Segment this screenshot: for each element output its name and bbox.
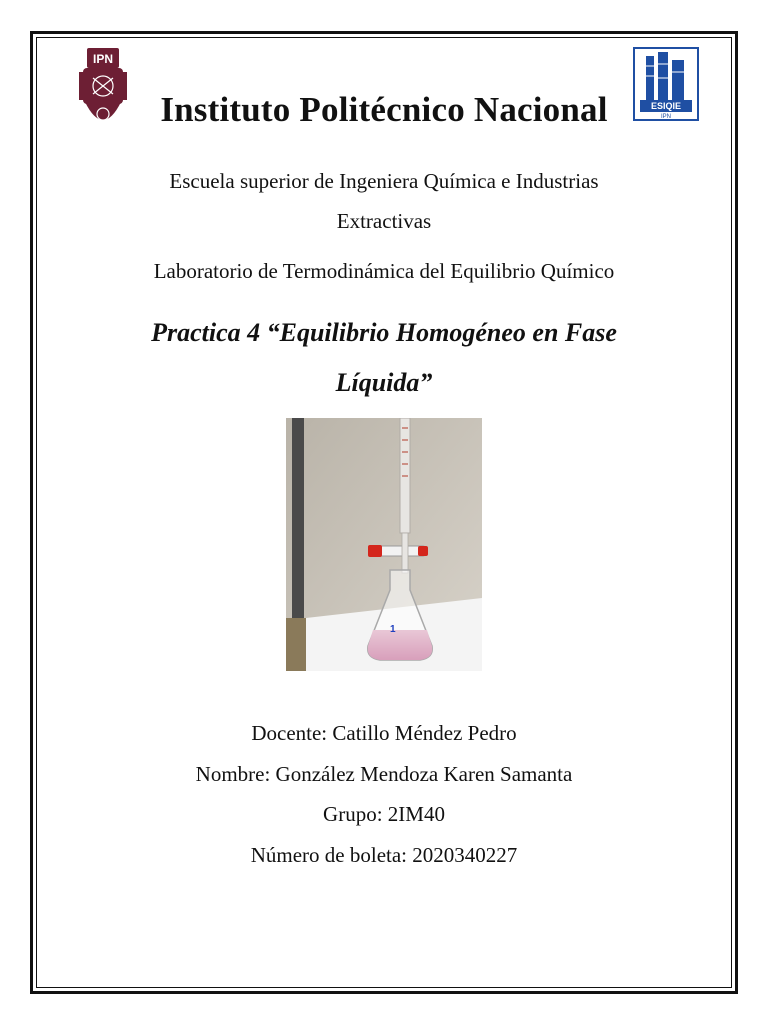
teacher-name: Docente: Catillo Méndez Pedro	[251, 721, 517, 745]
titration-photo	[286, 418, 482, 671]
svg-text:1: 1	[390, 624, 396, 635]
school-name-line-1: Escuela superior de Ingeniera Química e Industrias	[169, 169, 599, 193]
lab-name: Laboratorio de Termodinámica del Equilibrio Químico	[153, 259, 615, 283]
practice-title-line-2: Líquida”	[335, 368, 433, 397]
institution-title: Instituto Politécnico Nacional	[160, 90, 608, 129]
svg-text:IPN: IPN	[92, 52, 114, 66]
school-name-line-2: Extractivas	[336, 209, 432, 233]
student-name: Nombre: González Mendoza Karen Samanta	[195, 762, 573, 786]
practice-title-line-1: Practica 4 “Equilibrio Homogéneo en Fase	[151, 318, 617, 347]
svg-text:IPN: IPN	[660, 114, 672, 120]
id-number: Número de boleta: 2020340227	[250, 843, 518, 867]
group: Grupo: 2IM40	[323, 802, 445, 826]
practice-title	[110, 308, 658, 408]
svg-text:ESIQIE: ESIQIE	[650, 101, 682, 111]
